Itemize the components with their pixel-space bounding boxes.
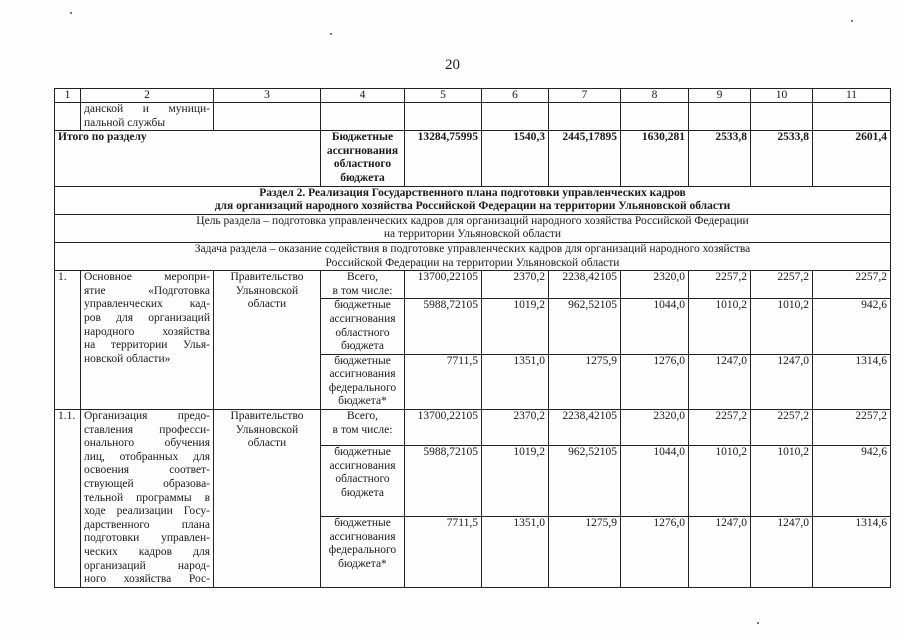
value-cell: 2370,2 — [482, 271, 549, 299]
value-cell: 942,6 — [813, 446, 891, 517]
value-cell: 1275,9 — [549, 516, 621, 587]
value-cell: 2257,2 — [689, 410, 751, 446]
value-cell: 1351,0 — [482, 516, 549, 587]
value-cell: 1044,0 — [621, 299, 689, 354]
funding-label-federal: бюджетные ассигнования федерального бюджета* — [321, 516, 405, 587]
value-cell: 2257,2 — [813, 410, 891, 446]
value-cell: 2238,42105 — [549, 410, 621, 446]
value-cell: 1314,6 — [813, 354, 891, 409]
value-cell: 2257,2 — [689, 271, 751, 299]
value-cell: 1351,0 — [482, 354, 549, 409]
value-cell: 1275,9 — [549, 354, 621, 409]
page-number: 20 — [445, 57, 460, 73]
value-cell: 962,52105 — [549, 446, 621, 517]
executor: Правительство Ульяновской области — [214, 271, 321, 410]
budget-table — [54, 88, 891, 588]
scan-speck — [330, 33, 332, 35]
activity-name: Организация предо- ставления професси- онального обучения лиц, отобранных для освоения соответ- ствующей образова- тельной программы в ходе реализации Госу- дарственного плана подготовки управлен- ческих кадров для организаций народ- ного хозяйства Рос- — [81, 410, 214, 588]
value-cell: 2257,2 — [751, 271, 813, 299]
value-cell: 1019,2 — [482, 446, 549, 517]
total-value: 2533,8 — [689, 131, 751, 186]
funding-label-total: Всего, в том числе: — [321, 271, 405, 299]
column-number: 3 — [214, 89, 321, 103]
section-total-row — [55, 131, 891, 186]
value-cell: 2320,0 — [621, 271, 689, 299]
value-cell: 962,52105 — [549, 299, 621, 354]
value-cell: 1010,2 — [751, 446, 813, 517]
carry-over-row — [55, 103, 891, 131]
column-number: 9 — [689, 89, 751, 103]
column-number: 5 — [405, 89, 482, 103]
funding-label-regional: бюджетные ассигнования областного бюджета — [321, 299, 405, 354]
funding-label-regional: бюджетные ассигнования областного бюджета — [321, 446, 405, 517]
scan-speck — [70, 12, 72, 14]
section-title-row — [55, 186, 891, 214]
total-value: 2445,17895 — [549, 131, 621, 186]
value-cell: 7711,5 — [405, 516, 482, 587]
total-value: 2601,4 — [813, 131, 891, 186]
scan-speck — [757, 622, 759, 624]
total-value: 2533,8 — [751, 131, 813, 186]
row-number: 1.1. — [55, 410, 81, 588]
value-cell: 1276,0 — [621, 354, 689, 409]
value-cell: 2370,2 — [482, 410, 549, 446]
scan-speck — [851, 20, 853, 22]
value-cell: 1247,0 — [689, 516, 751, 587]
table-row — [55, 271, 891, 299]
total-value: 13284,75995 — [405, 131, 482, 186]
column-number: 6 — [482, 89, 549, 103]
funding-label-federal: бюджетные ассигнования федерального бюджета* — [321, 354, 405, 409]
row-number: 1. — [55, 271, 81, 410]
column-number: 2 — [81, 89, 214, 103]
value-cell: 1247,0 — [751, 354, 813, 409]
column-number: 11 — [813, 89, 891, 103]
value-cell: 13700,22105 — [405, 271, 482, 299]
value-cell: 1019,2 — [482, 299, 549, 354]
section-goal: Цель раздела – подготовка управленческих кадров для организаций народного хозяйства Российской Федерации на территории Ульяновской области — [55, 214, 891, 242]
section-total-label: Итого по разделу — [55, 131, 321, 186]
total-value: 1540,3 — [482, 131, 549, 186]
value-cell: 1010,2 — [689, 446, 751, 517]
value-cell: 5988,72105 — [405, 446, 482, 517]
value-cell: 1247,0 — [751, 516, 813, 587]
section-total-funding: Бюджетные ассигнования областного бюджета — [321, 131, 405, 186]
section-task-row — [55, 242, 891, 270]
column-number: 10 — [751, 89, 813, 103]
value-cell: 942,6 — [813, 299, 891, 354]
value-cell: 2257,2 — [813, 271, 891, 299]
value-cell: 1044,0 — [621, 446, 689, 517]
executor: Правительство Ульяновской области — [214, 410, 321, 588]
column-number-row — [55, 89, 891, 103]
value-cell: 2257,2 — [751, 410, 813, 446]
value-cell: 1247,0 — [689, 354, 751, 409]
value-cell: 2238,42105 — [549, 271, 621, 299]
total-value: 1630,281 — [621, 131, 689, 186]
value-cell: 5988,72105 — [405, 299, 482, 354]
value-cell: 13700,22105 — [405, 410, 482, 446]
section-goal-row — [55, 214, 891, 242]
value-cell: 2320,0 — [621, 410, 689, 446]
column-number: 8 — [621, 89, 689, 103]
table-row — [55, 410, 891, 446]
column-number: 7 — [549, 89, 621, 103]
value-cell: 1276,0 — [621, 516, 689, 587]
section-title: Раздел 2. Реализация Государственного плана подготовки управленческих кадров для организаций народного хозяйства Российской Федерации на территории Ульяновской области — [55, 186, 891, 214]
section-task: Задача раздела – оказание содействия в подготовке управленческих кадров для организаций народного хозяйства Российской Федерации на территории Ульяновской области — [55, 242, 891, 270]
activity-name: Основное меропри- ятие «Подготовка управленческих кад- ров для организаций народного хозяйства на территории Улья- новской области» — [81, 271, 214, 410]
column-number: 4 — [321, 89, 405, 103]
column-number: 1 — [55, 89, 81, 103]
value-cell: 1010,2 — [689, 299, 751, 354]
funding-label-total: Всего, в том числе: — [321, 410, 405, 446]
value-cell: 1314,6 — [813, 516, 891, 587]
value-cell: 1010,2 — [751, 299, 813, 354]
carry-over-name: данской и муници- пальной службы — [81, 103, 214, 131]
value-cell: 7711,5 — [405, 354, 482, 409]
